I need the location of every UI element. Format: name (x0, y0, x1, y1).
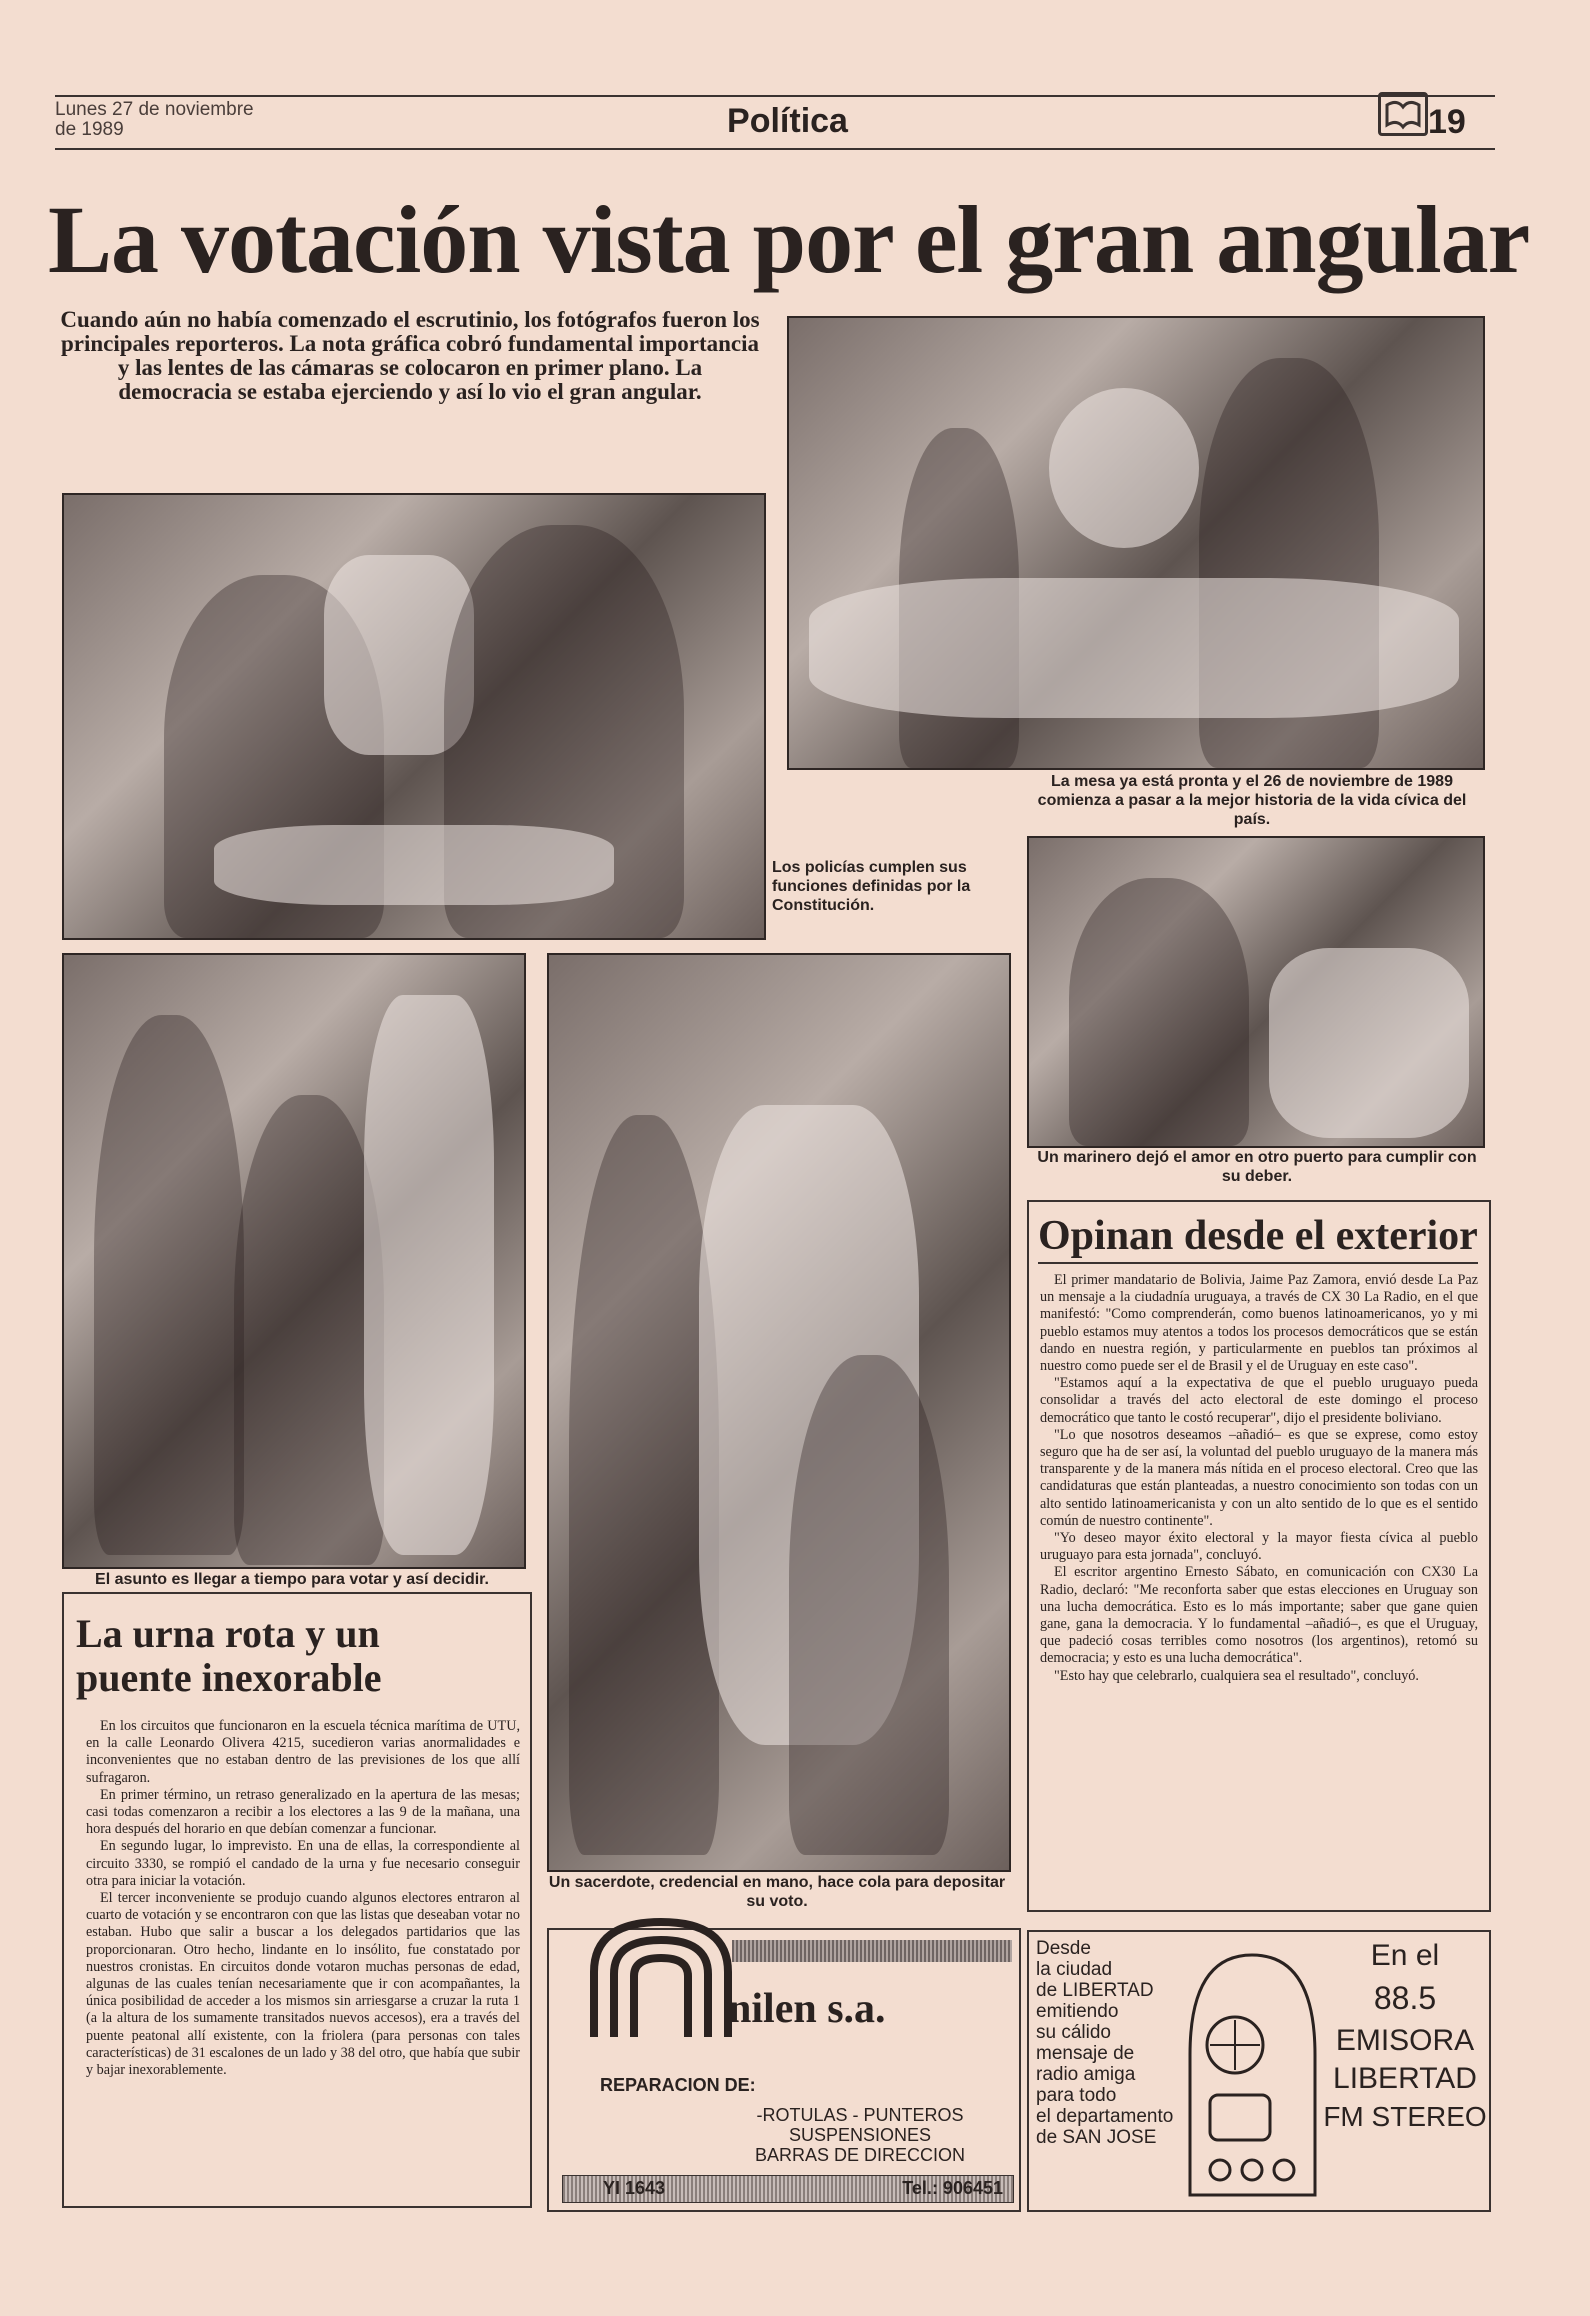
opinan-paragraph: "Estamos aquí a la expectativa de que el pueblo uruguayo pueda consolidar a través del acto electoral de este domingo el proceso democrático que tanto le costó recuperar", dijo el presidente boliviano. (1040, 1375, 1478, 1426)
libertad-line: para todo (1036, 2085, 1117, 2106)
issue-date: Lunes 27 de noviembre de 1989 (55, 99, 254, 140)
urna-paragraph: En los circuitos que funcionaron en la escuela técnica marítima de UTU, en la calle Leonardo Olivera 4215, sucedieron varias anormalidades e inconvenientes que no estaban dentro de las previsiones de los que allí sufragaron. (86, 1718, 520, 1786)
urna-paragraph: El tercer inconveniente se produjo cuando algunos electores entraron al cuarto de votación y se encontraron con que las listas que deseaban votar no estaban. Hubo que salir a buscar a los delegados partidarios que las proporcionaran. Otro hecho, lindante en lo insólito, fue constatado por nuestros cronistas. En circuitos donde votaron muchas personas de edad, algunas de las cuales tenían necesariamente que ir con acompañantes, la única posibilidad de acceder a los mismos sin arriesgarse a cruzar la ruta 1 (a la altura de los sumamente transitados nuevos accesos), era a través del puente peatonal allí existente, con la friolera (para personas con tales características) de 31 escalones de un lado y 38 del otro, que había que subir y bajar inexorablemente. (86, 1890, 520, 2079)
libertad-description (1036, 1938, 1186, 2148)
nilen-address: YI 1643 (603, 2178, 666, 2198)
caption-marinero: Un marinero dejó el amor en otro puerto para cumplir con su deber. (1037, 1149, 1477, 1185)
libertad-station: En el 88.5 EMISORA LIBERTAD FM STEREO (1323, 1939, 1487, 2132)
libertad-line: de LIBERTAD (1036, 1980, 1154, 2001)
libertad-line: el departamento (1036, 2106, 1174, 2127)
libertad-line: emitiendo (1036, 2001, 1119, 2022)
urna-paragraph: En segundo lugar, lo imprevisto. En una de ellas, la correspondiente al circuito 3330, se rompió el candado de la urna y fue necesario conseguir otra para iniciar la votación. (86, 1838, 520, 1889)
photo-voting-table (787, 316, 1485, 770)
article-urna-body (86, 1718, 520, 2079)
libertad-line: su cálido (1036, 2022, 1111, 2043)
opinan-paragraph: "Lo que nosotros deseamos –añadió– es que se exprese, como estoy seguro que ha de ser así, la voluntad del pueblo uruguayo de la manera más transparente y de la manera más nítida en el proceso electoral. Creo que las candidaturas que están planteadas, a nuestro conocimiento son todas con un alto sentido latinoamericanista y con un alto sentido de lo que es el sentido común de nuestro continente". (1040, 1426, 1478, 1529)
intro-text: Cuando aún no había comenzado el escrutinio, los fotógrafos fueron los principales reporteros. La nota gráfica cobró fundamental importancia y las lentes de las cámaras se colocaron en primer plano. La democracia se estaba ejerciendo y así lo vio el gran angular. (60, 307, 760, 404)
nilen-contact-bar (562, 2175, 1014, 2203)
opinan-paragraph: "Yo deseo mayor éxito electoral y la mayor fiesta cívica al pueblo uruguayo para esta jornada", concluyó. (1040, 1530, 1478, 1564)
article-opinan-title: Opinan desde el exterior (1038, 1213, 1478, 1259)
nilen-bar (732, 1940, 1012, 1962)
main-headline: La votación vista por el gran angular (48, 186, 1530, 293)
header-bottom-rule (55, 148, 1495, 150)
section-title: Política (727, 102, 848, 140)
article-opinan-body (1040, 1272, 1478, 1685)
nilen-subtitle: REPARACION DE: (600, 2075, 756, 2095)
caption-sacerdote: Un sacerdote, credencial en mano, hace cola para depositar su voto. (548, 1874, 1006, 1910)
nilen-services: -ROTULAS - PUNTEROS SUSPENSIONES BARRAS DE DIRECCION (754, 2105, 966, 2165)
radio-icon (1180, 1945, 1325, 2200)
header-top-rule (55, 95, 1495, 97)
nilen-brand: nilen s.a. (728, 1986, 886, 2032)
opinan-title-rule (1038, 1262, 1478, 1264)
nilen-phone: Tel.: 906451 (902, 2178, 1003, 2198)
urna-paragraph: En primer término, un retraso generalizado en la apertura de las mesas; casi todas comenzaron a recibir a los electores a las 9 de la mañana, una hora después del horario en que debían comenzar a funcionar. (86, 1786, 520, 1838)
libertad-line: Desde (1036, 1938, 1091, 1959)
photo-voters-arriving (62, 953, 526, 1569)
opinan-paragraph: El primer mandatario de Bolivia, Jaime Paz Zamora, envió desde La Paz un mensaje a la ciudadnía uruguaya, a través de CX 30 La Radio, en el que manifestó: "Como comprenderán, como buenos latinoamericanos, yo y mi pueblo estamos muy atentos a todos los procesos democráticos que se están dando en nuestra región, y particularmente en pueblos tan próximos al nuestro como puede ser el de Brasil y el de Uruguay en este caso". (1040, 1272, 1478, 1375)
caption-mesa: La mesa ya está pronta y el 26 de noviembre de 1989 comienza a pasar a la mejor historia de la vida cívica del país. (1037, 773, 1467, 828)
article-urna-title: La urna rota y un puente inexorable (76, 1611, 382, 1700)
page-number: 19 (1428, 103, 1466, 141)
nilen-logo-icon (584, 1912, 738, 2042)
libertad-line: mensaje de (1036, 2043, 1135, 2064)
libertad-line: de SAN JOSE (1036, 2127, 1157, 2148)
photo-sailor (1027, 836, 1485, 1148)
libertad-line: la ciudad (1036, 1959, 1113, 1980)
book-icon (1378, 92, 1428, 136)
photo-police (62, 493, 766, 940)
opinan-paragraph: "Esto hay que celebrarlo, cualquiera sea el resultado", concluyó. (1054, 1667, 1419, 1684)
opinan-paragraph: El escritor argentino Ernesto Sábato, en comunicación con CX30 La Radio, declaró: "Me reconforta saber que estas elecciones en Uruguay son una lucha democrática. Esto es lo más importante; saber que gane quien gane, gana la democracia. Y lo fundamental –añadió–, es que el Uruguay, que padeció cosas terribles como nosotros (los argentinos), retomó su democracia; y esto es una lucha democrática". (1040, 1564, 1478, 1667)
photo-priest (547, 953, 1011, 1872)
libertad-line: radio amiga (1036, 2064, 1136, 2085)
caption-policias: Los policías cumplen sus funciones definidas por la Constitución. (772, 859, 971, 914)
caption-asunto: El asunto es llegar a tiempo para votar y así decidir. (95, 1571, 489, 1588)
